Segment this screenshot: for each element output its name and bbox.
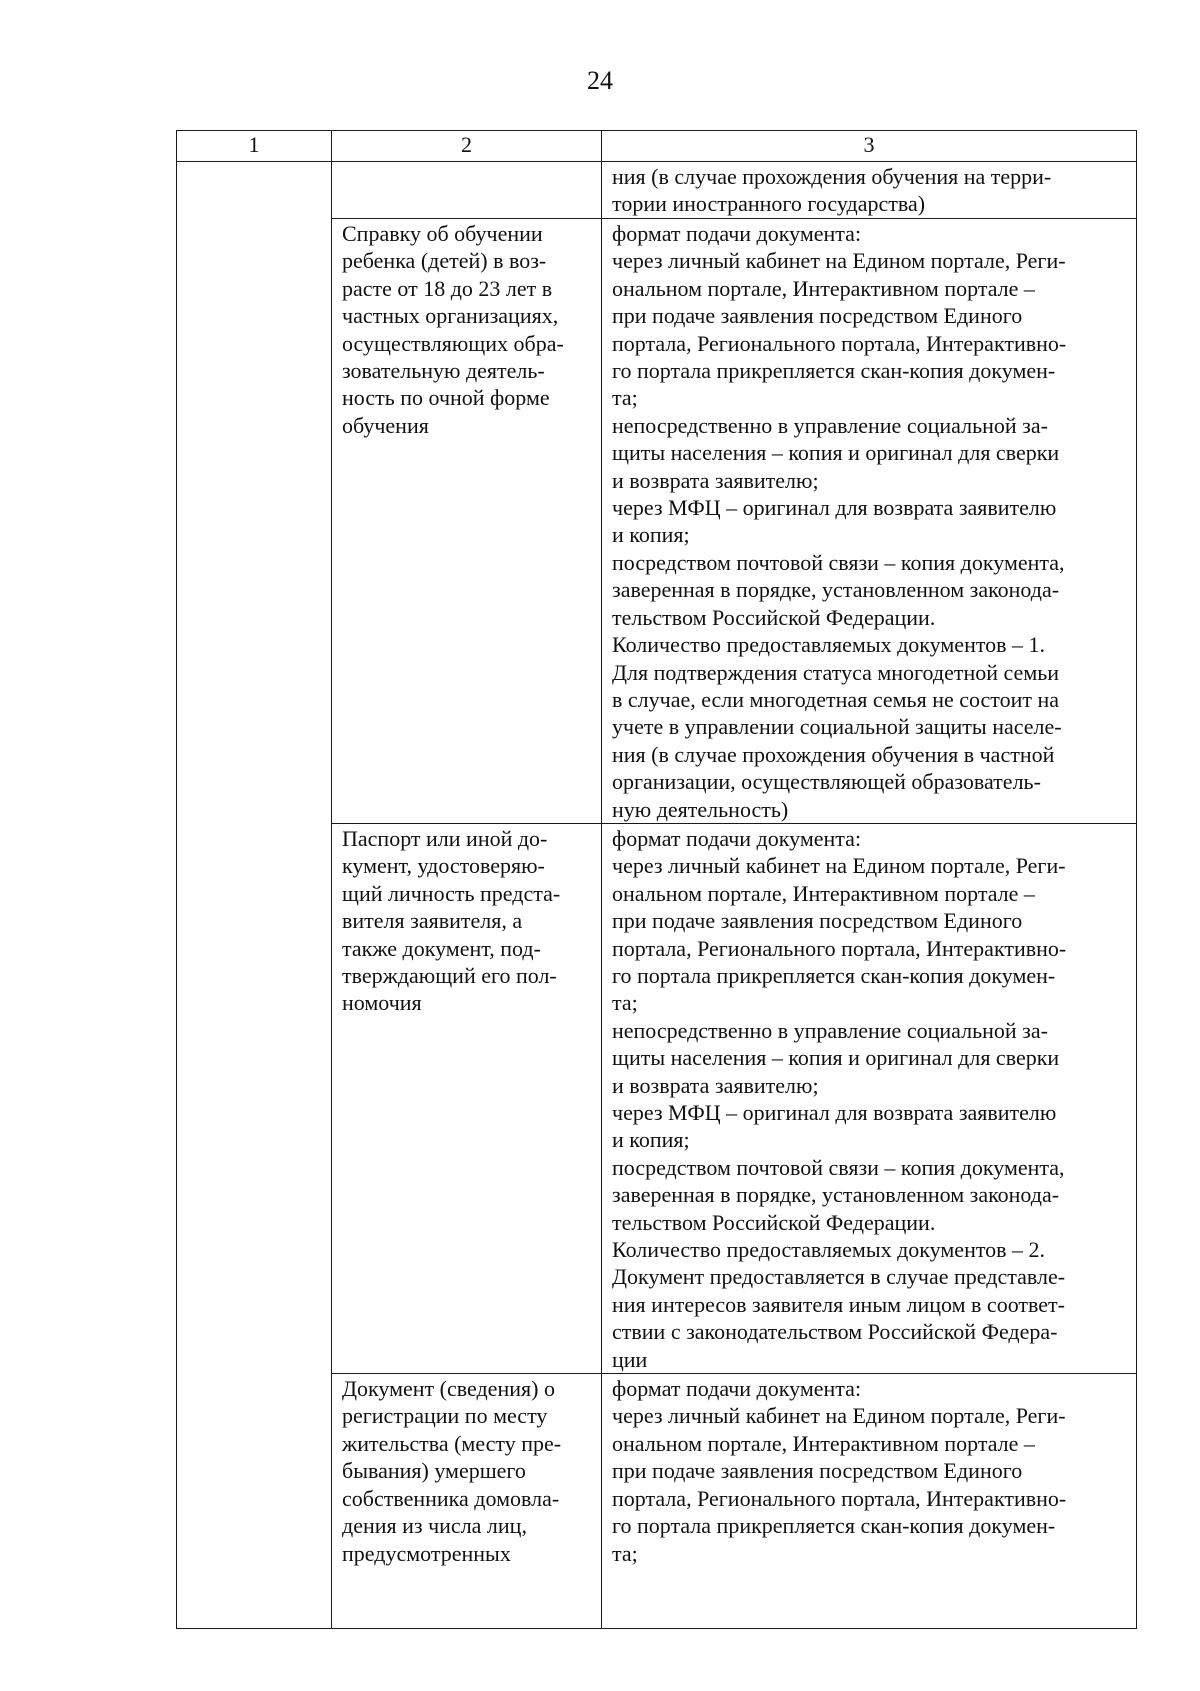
document-table [176, 130, 1137, 1629]
submission-format-cell [602, 219, 1137, 824]
column-header-1: 1 [177, 131, 332, 162]
document-name-cell [332, 1374, 602, 1629]
document-name-text: Паспорт или иной до- кумент, удостоверяю- щий личность предста- вителя заявителя, а также документ, под- тверждающий его пол- номочия [342, 825, 561, 1016]
document-name-cell [332, 162, 602, 219]
submission-format-text: формат подачи документа: через личный кабинет на Едином портале, Реги- ональном портале, Интерактивном портале – при подаче заявления посредством Единого портала, Регионального портала, Интерактивно- го портала прикрепляется скан-копия докумен- та; [612, 1376, 1067, 1566]
submission-format-cell [602, 1374, 1137, 1629]
table-header-row [177, 131, 1137, 162]
submission-format-cell [602, 823, 1137, 1373]
table-row [177, 162, 1137, 219]
document-name-text: Документ (сведения) о регистрации по месту жительства (месту пре- бывания) умершего собственника домовла- дения из числа лиц, предусмотренных [342, 1376, 562, 1566]
submission-format-text: формат подачи документа: через личный кабинет на Едином портале, Реги- ональном портале, Интерактивном портале – при подаче заявления посредством Единого портала, Регионального портала, Интерактивно- го портала прикрепляется скан-копия докумен- та; непосредственно в управление социальной за- щиты населения – копия и оригинал для сверки и возврата заявителю; через МФЦ – оригинал для возврата заявителю и копия; посредством почтовой связи – копия документа, заверенная в порядке, установленном законода- тельством Российской Федерации. Количество предоставляемых документов – 1. Для подтверждения статуса многодетной семьи в случае, если многодетная семья не состоит на учете в управлении социальной защиты населе- ния (в случае прохождения обучения в частной организации, осуществляющей образователь- ную деятельность) [612, 221, 1067, 822]
column-header-3: 3 [602, 131, 1137, 162]
document-name-text: Справку об обучении ребенка (детей) в воз- расте от 18 до 23 лет в частных организациях, осуществляющих обра- зовательную деятель- ность по очной форме обучения [342, 221, 564, 438]
submission-format-text: ния (в случае прохождения обучения на терри- тории иностранного государства) [612, 164, 1052, 217]
column-1-cell [177, 162, 332, 1629]
document-name-cell [332, 823, 602, 1373]
document-name-cell [332, 219, 602, 824]
submission-format-text: формат подачи документа: через личный кабинет на Едином портале, Реги- ональном портале, Интерактивном портале – при подаче заявления посредством Единого портала, Регионального портала, Интерактивно- го портала прикрепляется скан-копия докумен- та; непосредственно в управление социальной за- щиты населения – копия и оригинал для сверки и возврата заявителю; через МФЦ – оригинал для возврата заявителю и копия; посредством почтовой связи – копия документа, заверенная в порядке, установленном законода- тельством Российской Федерации. Количество предоставляемых документов – 2. Документ предоставляется в случае представле- ния интересов заявителя иным лицом в соответ- ствии с законодательством Российской Федера- ции [612, 825, 1067, 1372]
page-number: 24 [587, 66, 613, 95]
submission-format-cell [602, 162, 1137, 219]
column-header-2: 2 [332, 131, 602, 162]
